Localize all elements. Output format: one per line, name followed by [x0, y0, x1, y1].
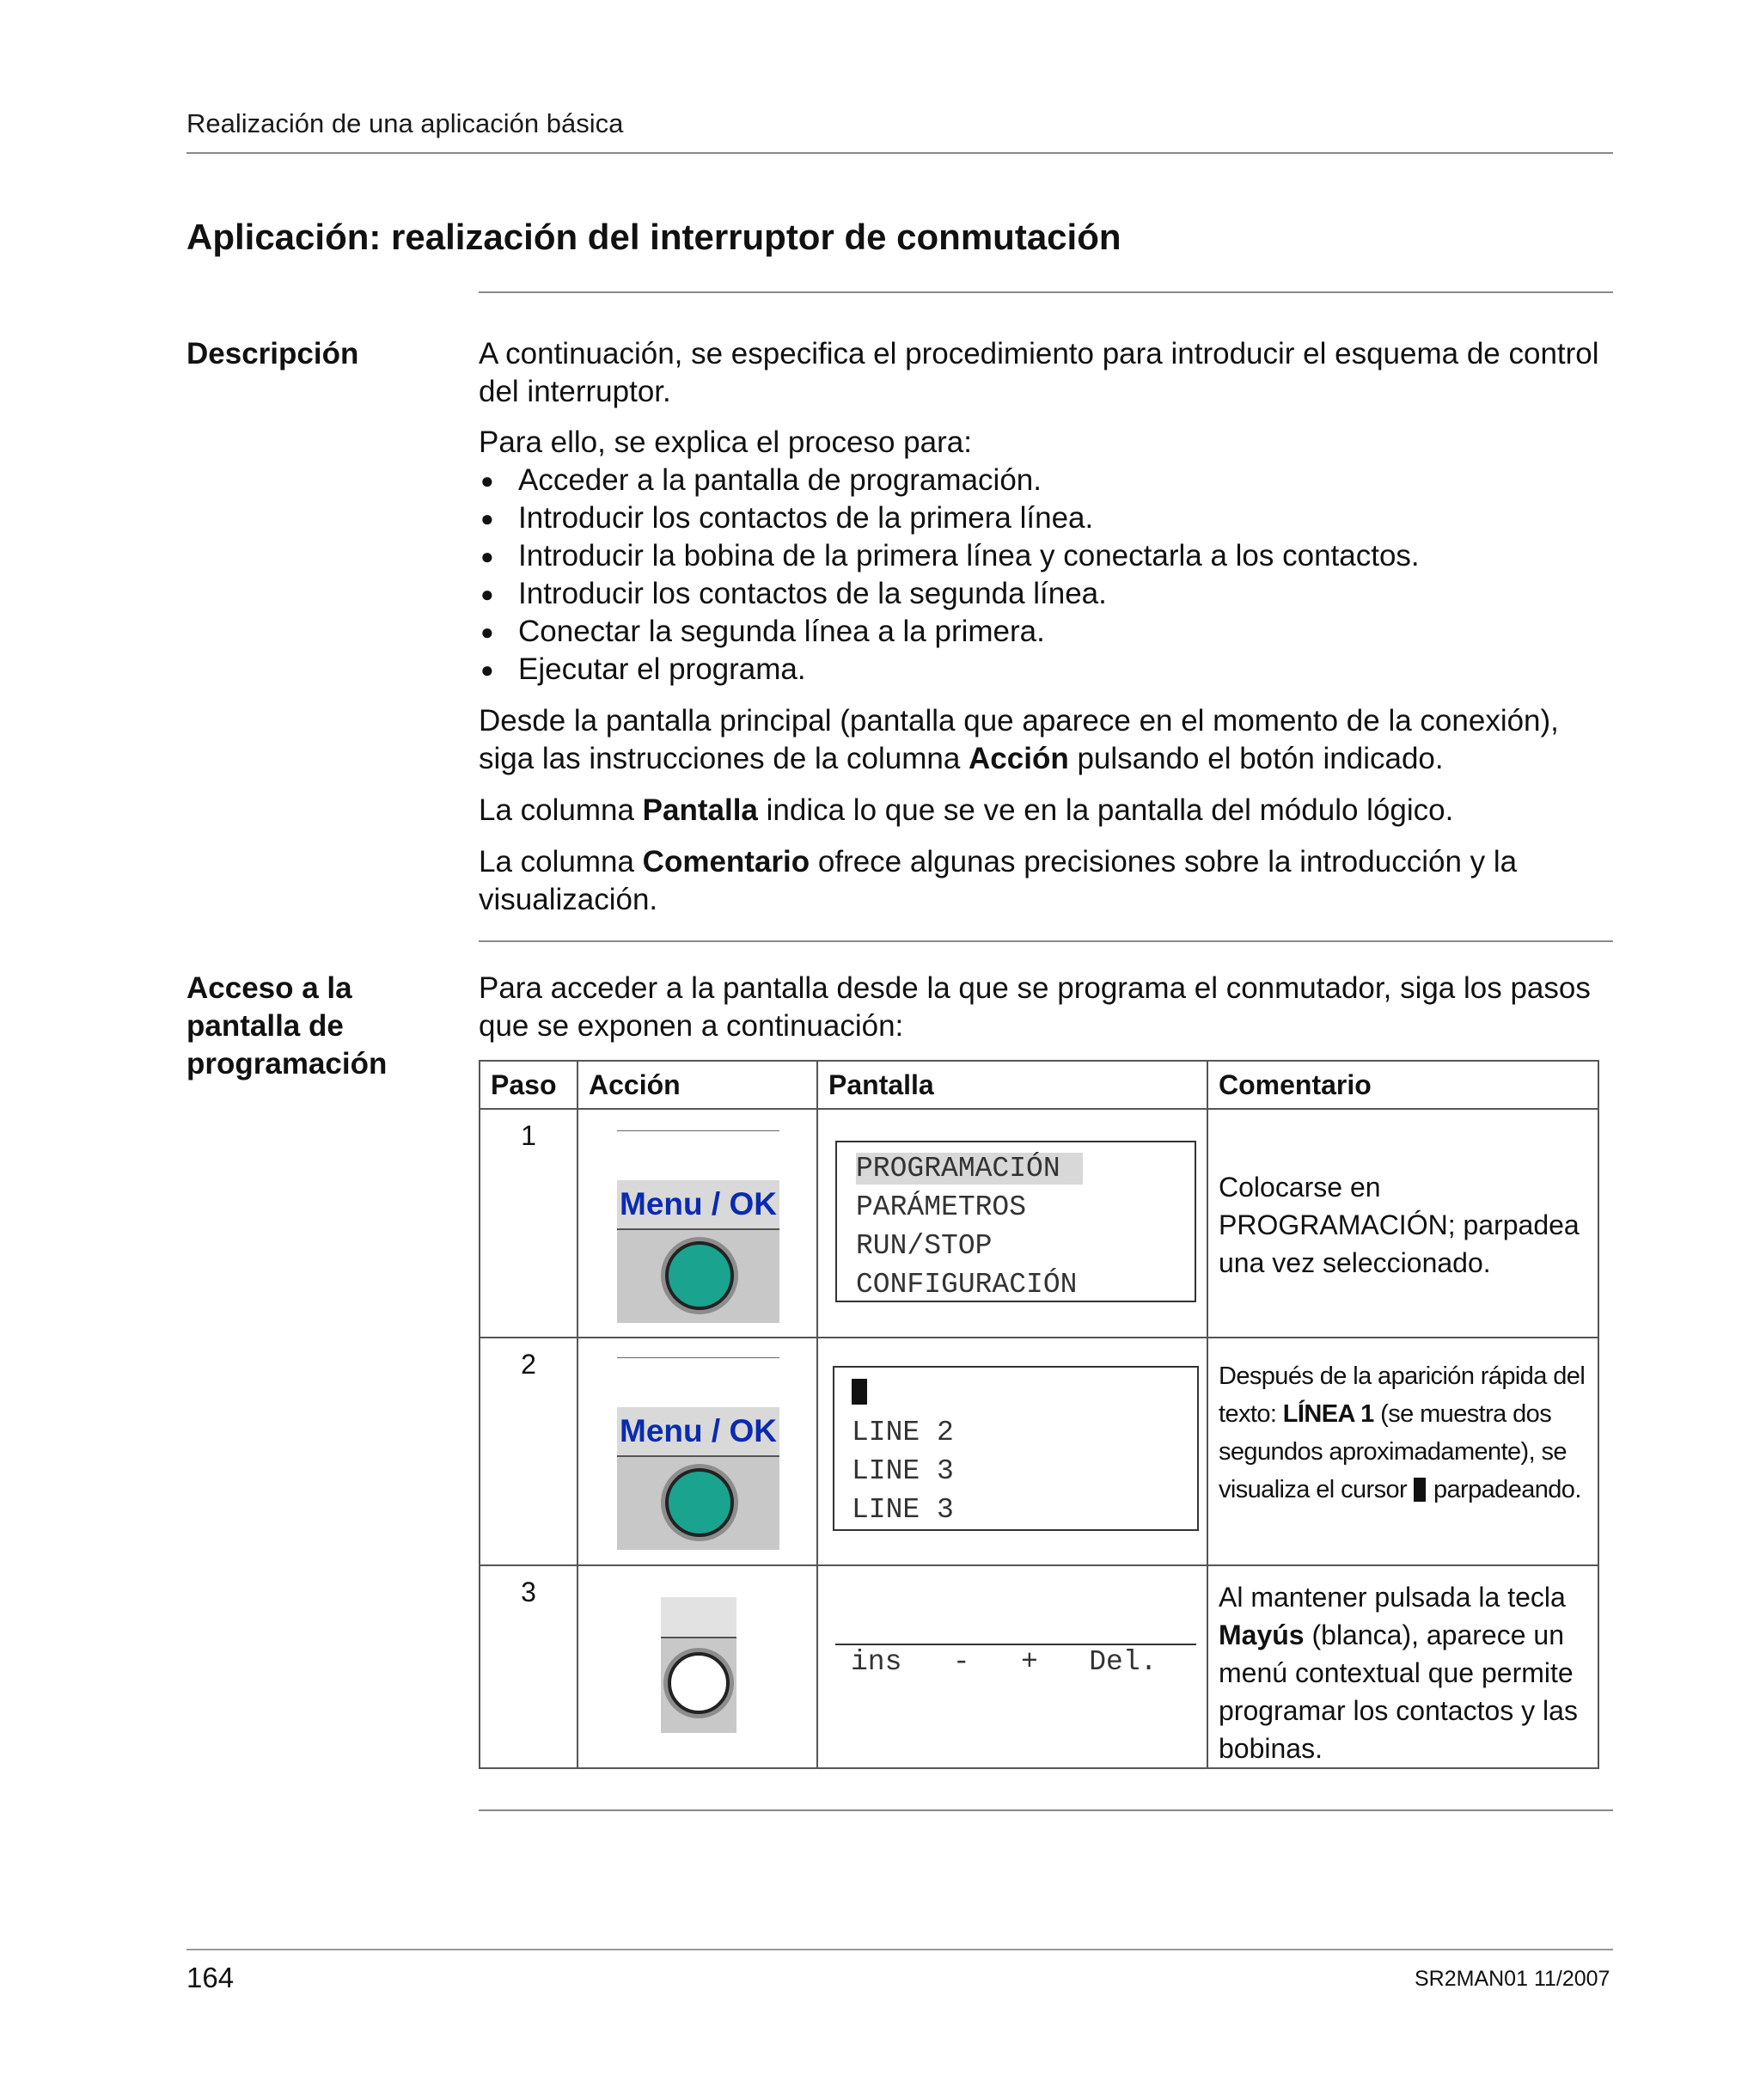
section-rule [479, 940, 1613, 942]
list-item: ● Introducir la bobina de la primera línea y conectarla a los contactos. [479, 537, 1420, 575]
descripcion-paragraph-2: Para ello, se explica el proceso para: [479, 426, 972, 459]
menu-ok-label: Menu / OK [617, 1180, 779, 1228]
lcd-line: LINE 3 [852, 1455, 954, 1487]
comment-cell: Después de la aparición rápida del texto: LÍNEA 1 (se muestra dos segundos aproximadamente), se visualiza el cursor parpadeando. [1207, 1338, 1598, 1565]
column-header-paso: Paso [480, 1061, 578, 1109]
header-rule [186, 152, 1613, 154]
acceso-intro: Para acceder a la pantalla desde la que se programa el conmutador, siga los pasos que se exponen a continuación: [479, 971, 1591, 1043]
button-top-line [617, 1130, 779, 1131]
menu-ok-button[interactable] [665, 1241, 734, 1310]
menu-ok-label: Menu / OK [617, 1407, 779, 1455]
procedure-table [479, 1060, 1599, 1769]
menu-ok-button[interactable] [665, 1468, 734, 1537]
document-reference: SR2MAN01 11/2007 [1415, 1967, 1610, 1991]
emphasis-mayus: Mayús [1219, 1619, 1305, 1650]
lcd-line: RUN/STOP [856, 1230, 993, 1262]
emphasis-pantalla: Pantalla [642, 793, 758, 827]
comment-cell: Al mantener pulsada la tecla Mayús (blanca), aparece un menú contextual que permite programar los contactos y las bobinas. [1207, 1565, 1598, 1768]
screen-cell [817, 1109, 1207, 1338]
action-cell [578, 1109, 817, 1338]
lcd-cursor [852, 1379, 867, 1405]
table-row [480, 1338, 1598, 1565]
page-title: Aplicación: realización del interruptor de conmutación [186, 217, 1121, 257]
comment-cell: Colocarse en PROGRAMACIÓN; parpadea una vez seleccionado. [1207, 1109, 1598, 1338]
emphasis-linea-1: LÍNEA 1 [1282, 1400, 1374, 1428]
table-header-row [480, 1061, 1598, 1109]
lcd-line: CONFIGURACIÓN [856, 1269, 1078, 1301]
step-number: 1 [480, 1109, 578, 1338]
footer-rule [186, 1949, 1613, 1950]
step-number: 2 [480, 1338, 578, 1565]
procedure-bullet-list [479, 462, 1420, 689]
button-top-line [617, 1357, 779, 1358]
lcd-display [833, 1366, 1199, 1531]
context-menu-bar: ins - + Del. [851, 1646, 1158, 1678]
section-heading-descripcion: Descripción [186, 337, 359, 370]
lcd-line: LINE 3 [852, 1494, 954, 1526]
descripcion-paragraph-5: La columna Comentario ofrece algunas precisiones sobre la introducción y la visualización. [479, 845, 1518, 916]
lcd-display [835, 1141, 1196, 1302]
list-item: ● Conectar la segunda línea a la primera. [479, 613, 1420, 651]
list-item: ● Introducir los contactos de la primera línea. [479, 499, 1420, 537]
lcd-line: PARÁMETROS [856, 1191, 1027, 1223]
descripcion-paragraph-4: La columna Pantalla indica lo que se ve en la pantalla del módulo lógico. [479, 793, 1454, 827]
screen-cell [817, 1565, 1207, 1768]
action-cell [578, 1338, 817, 1565]
cursor-glyph [1414, 1478, 1426, 1502]
running-header: Realización de una aplicación básica [186, 108, 624, 138]
action-cell [578, 1565, 817, 1768]
column-header-comentario: Comentario [1207, 1061, 1598, 1109]
list-item: ● Introducir los contactos de la segunda línea. [479, 575, 1420, 613]
shift-key-top [661, 1597, 736, 1637]
table-row [480, 1109, 1598, 1338]
step-number: 3 [480, 1565, 578, 1768]
title-rule [479, 291, 1613, 293]
lcd-line-selected: PROGRAMACIÓN [856, 1153, 1083, 1185]
table-row [480, 1565, 1598, 1768]
list-item: ● Acceder a la pantalla de programación. [479, 462, 1420, 499]
page-number: 164 [186, 1962, 235, 1993]
list-item: ● Ejecutar el programa. [479, 651, 1420, 689]
emphasis-accion: Acción [969, 742, 1069, 775]
shift-white-button[interactable] [668, 1652, 730, 1714]
lcd-line: LINE 2 [852, 1417, 954, 1448]
column-header-pantalla: Pantalla [817, 1061, 1207, 1109]
descripcion-paragraph-1: A continuación, se especifica el procedimiento para introducir el esquema de control del interruptor. [479, 337, 1599, 408]
descripcion-paragraph-3: Desde la pantalla principal (pantalla que aparece en el momento de la conexión), siga las instrucciones de la columna Acción pulsando el botón indicado. [479, 704, 1559, 775]
table-bottom-rule [479, 1809, 1613, 1811]
section-heading-acceso: Acceso a la pantalla de programación [186, 971, 388, 1081]
emphasis-comentario: Comentario [642, 845, 810, 879]
screen-cell [817, 1338, 1207, 1565]
column-header-accion: Acción [578, 1061, 817, 1109]
